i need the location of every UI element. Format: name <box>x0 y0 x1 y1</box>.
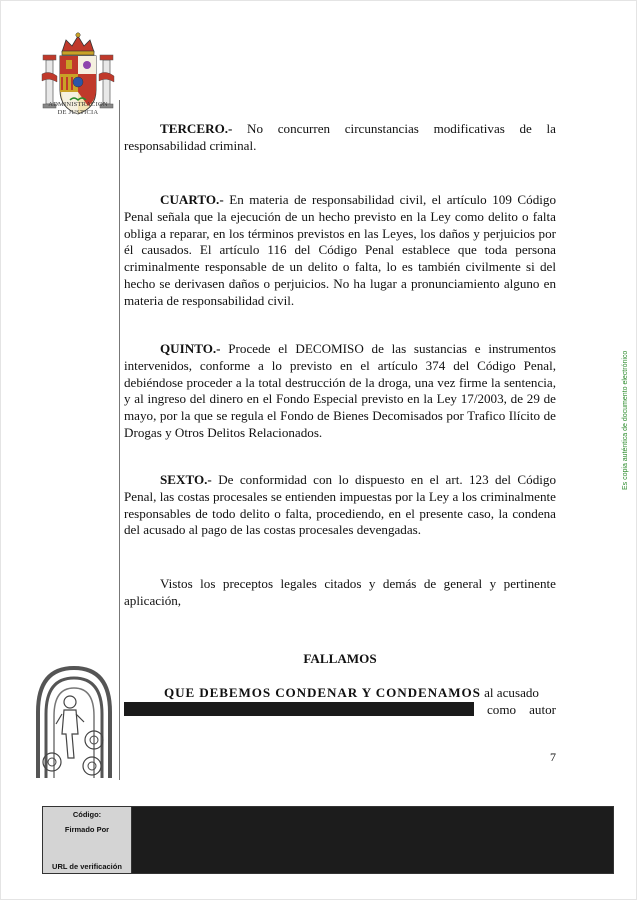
fallamos-heading: FALLAMOS <box>303 651 377 666</box>
section-heading: TERCERO.- <box>160 121 233 136</box>
junta-emblem-logo <box>32 662 116 780</box>
codigo-label: Código: <box>72 810 102 819</box>
org-line-2: DE JUSTICIA <box>57 108 99 116</box>
verdict-lead: QUE DEBEMOS CONDENAR Y CONDENAMOS <box>164 685 481 700</box>
vistos-text: Vistos los preceptos legales citados y demás de general y pertinente aplicación, <box>124 576 556 608</box>
section-quinto <box>124 341 556 442</box>
verification-labels <box>43 807 132 873</box>
redacted-verification-data <box>132 807 613 873</box>
verdict-tail: como autor <box>487 701 556 717</box>
section-cuarto <box>124 192 556 310</box>
redacted-name <box>124 702 474 716</box>
section-vistos <box>124 576 556 610</box>
verdict-paragraph <box>124 685 556 719</box>
section-sexto <box>124 472 556 539</box>
section-text: En materia de responsabilidad civil, el artículo 109 Código Penal señala que la ejecución de un hecho previsto en la Ley como delito o falta obliga a reparar, en los términos previstos en las Leyes, los daños y perjuicios por él causados. El artículo 116 del Código Penal establece que toda persona criminalmente responsable de un delito o falta, lo es también civilmente si del hecho se derivasen daños o perjuicios. No ha lugar a pronunciamiento alguno en materia de responsabilidad civil. <box>124 192 556 308</box>
section-text: Procede el DECOMISO de las sustancias e instrumentos intervenidos, conforme a lo previsto en el artículo 374 del Código Penal, debiéndose proceder a la total destrucción de la droga, una vez firme la sentencia, y al ingreso del dinero en el Fondo Especial previsto en la Ley 17/2003, de 29 de mayo, por la que se regula el Fondo de Bienes Decomisados por Trafico Ilícito de Drogas y Otros Delitos Relacionados. <box>124 341 556 440</box>
section-heading: QUINTO.- <box>160 341 221 356</box>
verdict-after-lead: al acusado <box>480 685 539 700</box>
administration-caption <box>30 101 126 116</box>
org-line-1: ADMINISTRACION <box>48 101 108 108</box>
margin-rule <box>119 100 120 780</box>
verification-box <box>42 806 614 874</box>
section-tercero <box>124 121 556 155</box>
firmado-label: Firmado Por <box>64 825 110 834</box>
url-label: URL de verificación <box>52 862 122 871</box>
section-heading: CUARTO.- <box>160 192 224 207</box>
section-text: De conformidad con lo dispuesto en el art. 123 del Código Penal, las costas procesales se entienden impuestas por la Ley a los criminalmente responsables de todo delito o falta, procediendo, en el presente caso, la condena del acusado al pago de las costas procesales devengadas. <box>124 472 556 538</box>
authenticity-note: Es copia auténtica de documento electrónico <box>622 350 629 490</box>
page-number: 7 <box>550 750 556 764</box>
section-heading: SEXTO.- <box>160 472 212 487</box>
section-text: No concurren circunstancias modificativas de la responsabilidad criminal. <box>124 121 556 153</box>
